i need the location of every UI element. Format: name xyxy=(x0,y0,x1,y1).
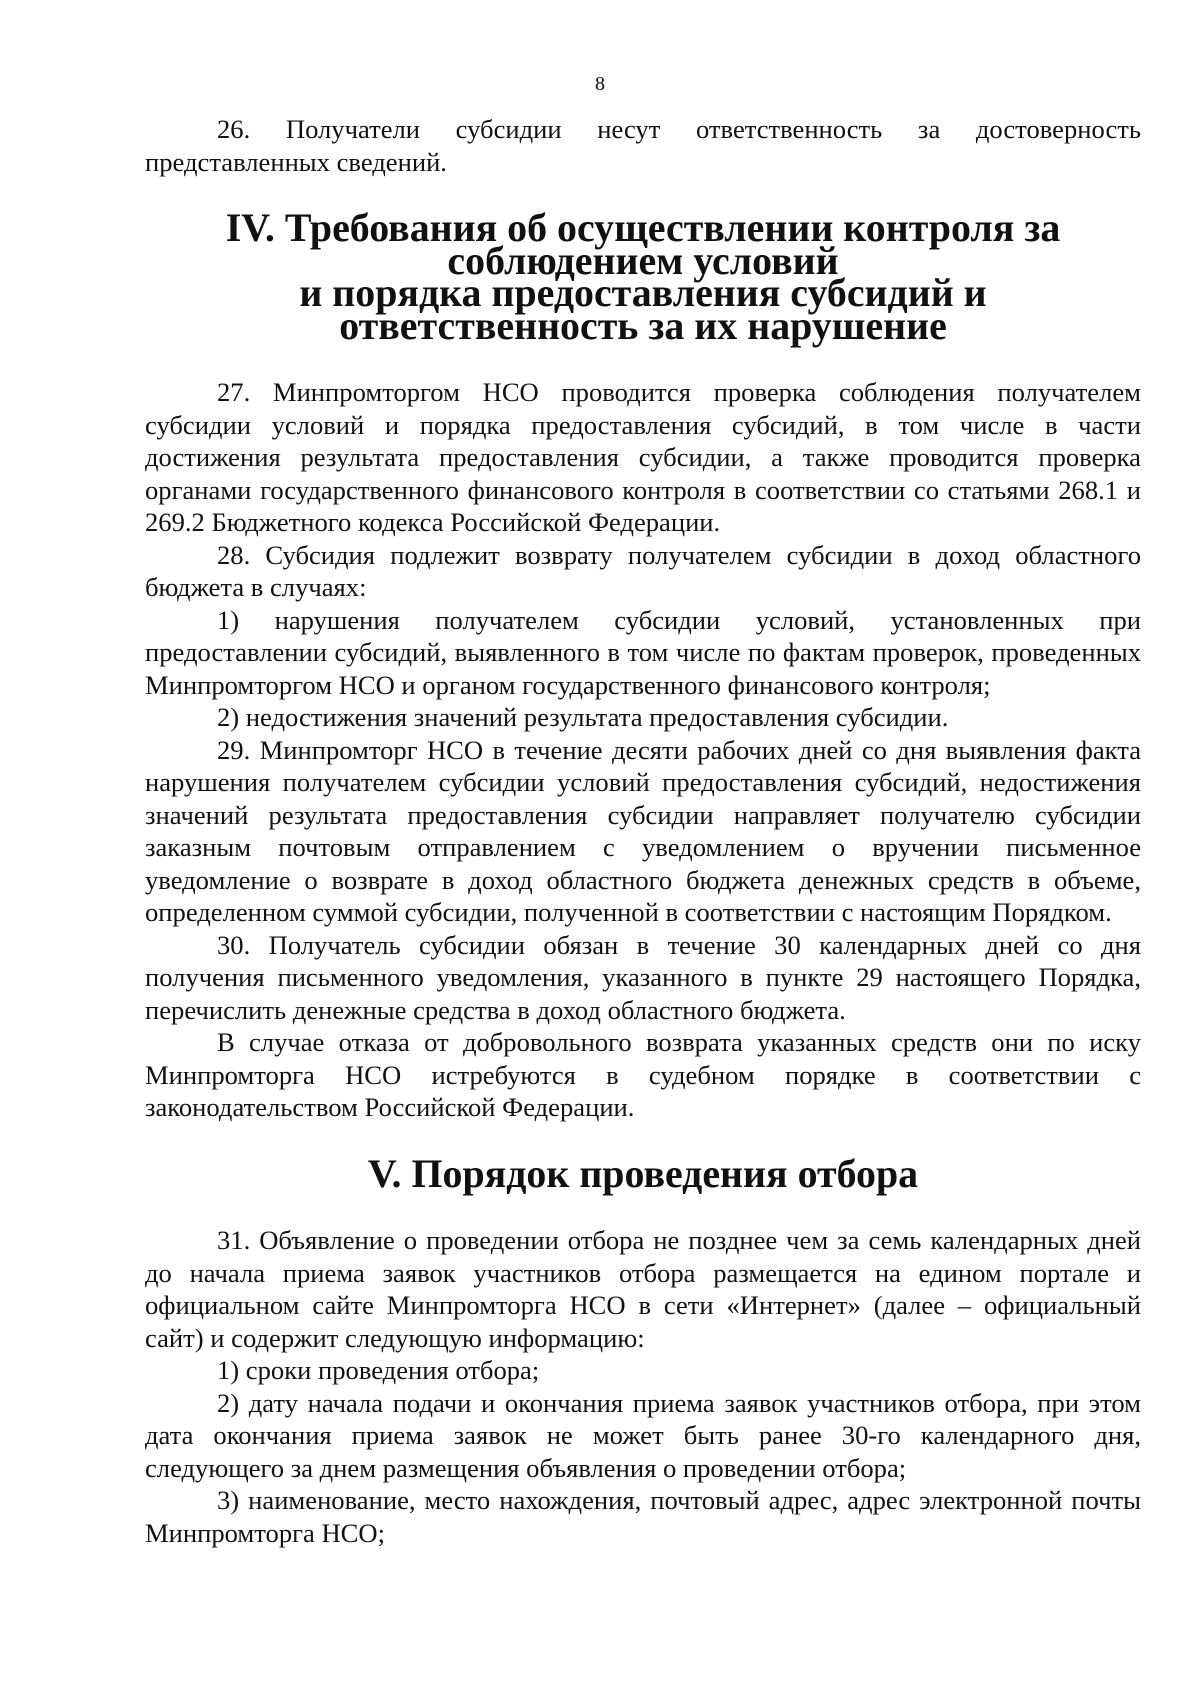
section-5-heading-line: V. Порядок проведения отбора xyxy=(367,1150,919,1196)
section-4-heading-line-2: и порядка предоставления субсидий и ответственность за их нарушение xyxy=(299,270,987,348)
paragraph-31-item-2: 2) дату начала подачи и окончания приема заявок участников отбора, при этом дата окончания приема заявок не может быть ранее 30-го календарного дня, следующего за днем размещения объявления о проведении отбора; xyxy=(145,1387,1141,1483)
paragraph-30-refusal: В случае отказа от добровольного возврата указанных средств они по иску Минпромторга НСО истребуются в судебном порядке в соответствии с законодательством Российской Федерации. xyxy=(145,1027,1141,1122)
paragraph-28: 28. Субсидия подлежит возврату получателем субсидии в доход областного бюджета в случаях: xyxy=(145,539,1141,602)
section-4-heading xyxy=(145,205,1141,348)
paragraph-31-item-3: 3) наименование, место нахождения, почтовый адрес, адрес электронной почты Минпромторга НСО; xyxy=(145,1485,1141,1548)
paragraph-30: 30. Получатель субсидии обязан в течение 30 календарных дней со дня получения письменного уведомления, указанного в пункте 29 настоящего Порядка, перечислить денежные средства в доход областного бюджета. xyxy=(145,929,1141,1025)
paragraph-27: 27. Минпромторгом НСО проводится проверка соблюдения получателем субсидии условий и порядка предоставления субсидий, в том числе в части достижения результата предоставления субсидии, а также проводится проверка органами государственного финансового контроля в соответствии со статьями 268.1 и 269.2 Бюджетного кодекса Российской Федерации. xyxy=(145,377,1141,537)
section-4-body xyxy=(145,376,1141,1124)
section-5-heading xyxy=(145,1150,1141,1196)
section-4-heading-line-1: IV. Требования об осуществлении контроля за соблюдением условий xyxy=(225,205,1061,283)
section-5-body xyxy=(145,1224,1141,1549)
paragraph-29: 29. Минпромторг НСО в течение десяти рабочих дней со дня выявления факта нарушения получателем субсидии условий предоставления субсидий, недостижения значений результата предоставления субсидии направляет получателю субсидии заказным почтовым отправлением с уведомлением о вручении письменное уведомление о возврате в доход областного бюджета денежных средств в объеме, определенном суммой субсидии, полученной в соответствии с настоящим Порядком. xyxy=(145,734,1141,927)
paragraph-31-item-1: 1) сроки проведения отбора; xyxy=(217,1355,540,1385)
paragraph-26: 26. Получатели субсидии несут ответственность за достоверность представленных сведений. xyxy=(145,114,1141,177)
paragraph-28-item-1: 1) нарушения получателем субсидии условий, установленных при предоставлении субсидий, выявленного в том числе по фактам проверок, проведенных Минпромторгом НСО и органом государственного финансового контроля; xyxy=(145,604,1141,700)
paragraph-31: 31. Объявление о проведении отбора не позднее чем за семь календарных дней до начала приема заявок участников отбора размещается на едином портале и официальном сайте Минпромторга НСО в сети «Интернет» (далее – официальный сайт) и содержит следующую информацию: xyxy=(145,1225,1141,1353)
document-body xyxy=(145,113,1141,1549)
paragraph-28-item-2: 2) недостижения значений результата предоставления субсидии. xyxy=(217,702,949,732)
page-number: 8 xyxy=(595,73,605,95)
